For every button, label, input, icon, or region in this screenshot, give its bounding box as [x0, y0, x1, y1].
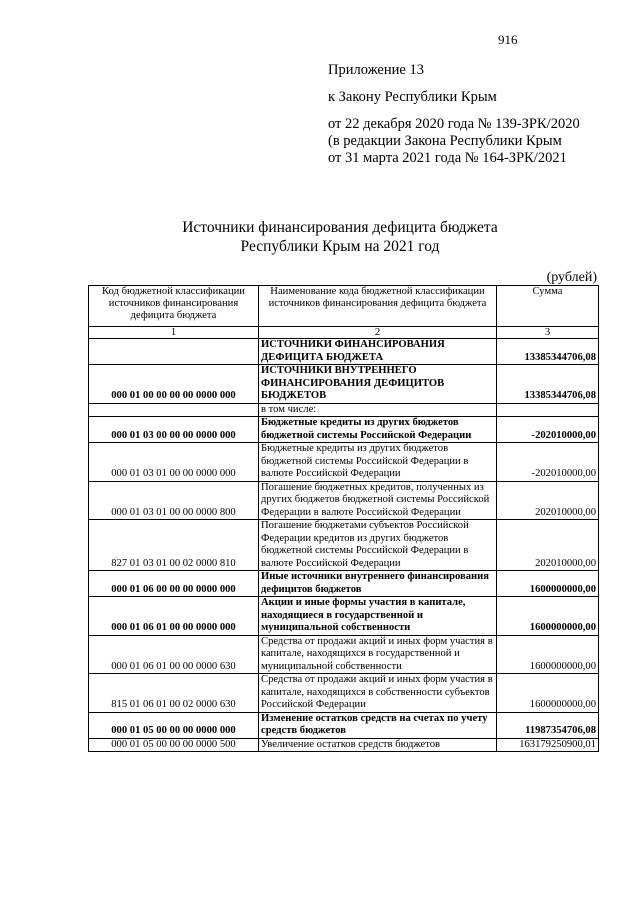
row-code-cell: 000 01 05 00 00 00 0000 000 — [89, 712, 259, 738]
row-code-cell: 827 01 03 01 00 02 0000 810 — [89, 520, 259, 571]
column-number-row — [89, 327, 599, 339]
row-code-cell: 000 01 06 01 00 00 0000 630 — [89, 635, 259, 674]
row-name-cell: ИСТОЧНИКИ ФИНАНСИРОВАНИЯ ДЕФИЦИТА БЮДЖЕТА — [259, 339, 497, 365]
row-amount-cell: 202010000,00 — [497, 520, 599, 571]
table-row — [89, 674, 599, 713]
row-code-cell: 000 01 06 01 00 00 0000 000 — [89, 597, 259, 636]
table-header-row — [89, 286, 599, 327]
budget-table — [88, 285, 599, 752]
row-name-cell: Средства от продажи акций и иных форм участия в капитале, находящихся в собственности субъектов Российской Федерации — [259, 674, 497, 713]
row-name-cell: Бюджетные кредиты из других бюджетов бюджетной системы Российской Федерации — [259, 417, 497, 443]
header-code: Код бюджетной классификации источников финансирования дефицита бюджета — [89, 286, 259, 327]
table-row — [89, 339, 599, 365]
row-code-cell: 815 01 06 01 00 02 0000 630 — [89, 674, 259, 713]
table-row — [89, 635, 599, 674]
table-row — [89, 571, 599, 597]
row-code-cell — [89, 339, 259, 365]
row-name-cell: Увеличение остатков средств бюджетов — [259, 738, 497, 752]
table-row — [89, 417, 599, 443]
appendix-title: Приложение 13 — [328, 62, 424, 78]
appendix-date: от 22 декабря 2020 года № 139-ЗРК/2020 — [328, 116, 580, 132]
row-amount-cell: 163179250900,01 — [497, 738, 599, 752]
row-code-cell: 000 01 06 00 00 00 0000 000 — [89, 571, 259, 597]
table-row — [89, 443, 599, 482]
row-code-cell: 000 01 03 01 00 00 0000 000 — [89, 443, 259, 482]
table-row — [89, 712, 599, 738]
row-amount-cell: 1600000000,00 — [497, 674, 599, 713]
row-name-cell: Средства от продажи акций и иных форм участия в капитале, находящихся в государственной и муниципальной собственности — [259, 635, 497, 674]
row-amount-cell: 202010000,00 — [497, 481, 599, 520]
row-amount-cell: 1600000000,00 — [497, 597, 599, 636]
row-code-cell: 000 01 03 01 00 00 0000 800 — [89, 481, 259, 520]
table-row — [89, 403, 599, 417]
row-amount-cell: 11987354706,08 — [497, 712, 599, 738]
document-title — [0, 218, 640, 256]
table-row — [89, 481, 599, 520]
row-amount-cell: -202010000,00 — [497, 417, 599, 443]
row-name-cell: Изменение остатков средств на счетах по учету средств бюджетов — [259, 712, 497, 738]
row-name-cell: в том числе: — [259, 403, 497, 417]
appendix-header — [328, 62, 580, 167]
column-number: 1 — [89, 327, 259, 339]
row-amount-cell: -202010000,00 — [497, 443, 599, 482]
row-code-cell — [89, 403, 259, 417]
row-name-cell: Погашение бюджетами субъектов Российской Федерации кредитов из других бюджетов бюджетной системы Российской Федерации в валюте Российской Федерации — [259, 520, 497, 571]
table-row — [89, 738, 599, 752]
header-amount: Сумма — [497, 286, 599, 327]
column-number: 2 — [259, 327, 497, 339]
row-name-cell: ИСТОЧНИКИ ВНУТРЕННЕГО ФИНАНСИРОВАНИЯ ДЕФИЦИТОВ БЮДЖЕТОВ — [259, 365, 497, 404]
row-code-cell: 000 01 05 00 00 00 0000 500 — [89, 738, 259, 752]
row-name-cell: Погашение бюджетных кредитов, полученных из других бюджетов бюджетной системы Российской Федерации в валюте Российской Федерации — [259, 481, 497, 520]
appendix-revision-date: от 31 марта 2021 года № 164-ЗРК/2021 — [328, 150, 567, 166]
column-number: 3 — [497, 327, 599, 339]
table-row — [89, 365, 599, 404]
header-name: Наименование кода бюджетной классификации источников финансирования дефицита бюджета — [259, 286, 497, 327]
row-amount-cell: 1600000000,00 — [497, 635, 599, 674]
table-row — [89, 520, 599, 571]
row-amount-cell: 13385344706,08 — [497, 339, 599, 365]
row-amount-cell: 1600000000,00 — [497, 571, 599, 597]
row-code-cell: 000 01 03 00 00 00 0000 000 — [89, 417, 259, 443]
appendix-revision: (в редакции Закона Республики Крым — [328, 133, 562, 149]
row-name-cell: Акции и иные формы участия в капитале, находящиеся в государственной и муниципальной собственности — [259, 597, 497, 636]
row-name-cell: Бюджетные кредиты из других бюджетов бюджетной системы Российской Федерации в валюте Российской Федерации — [259, 443, 497, 482]
document-title-line2: Республики Крым на 2021 год — [240, 238, 440, 255]
page-number: 916 — [498, 32, 518, 47]
document-title-line1: Источники финансирования дефицита бюджета — [182, 219, 498, 236]
appendix-law: к Закону Республики Крым — [328, 89, 497, 105]
row-amount-cell: 13385344706,08 — [497, 365, 599, 404]
row-name-cell: Иные источники внутреннего финансирования дефицитов бюджетов — [259, 571, 497, 597]
row-amount-cell — [497, 403, 599, 417]
table-body — [89, 339, 599, 752]
units-label: (рублей) — [546, 270, 597, 285]
table-row — [89, 597, 599, 636]
row-code-cell: 000 01 00 00 00 00 0000 000 — [89, 365, 259, 404]
